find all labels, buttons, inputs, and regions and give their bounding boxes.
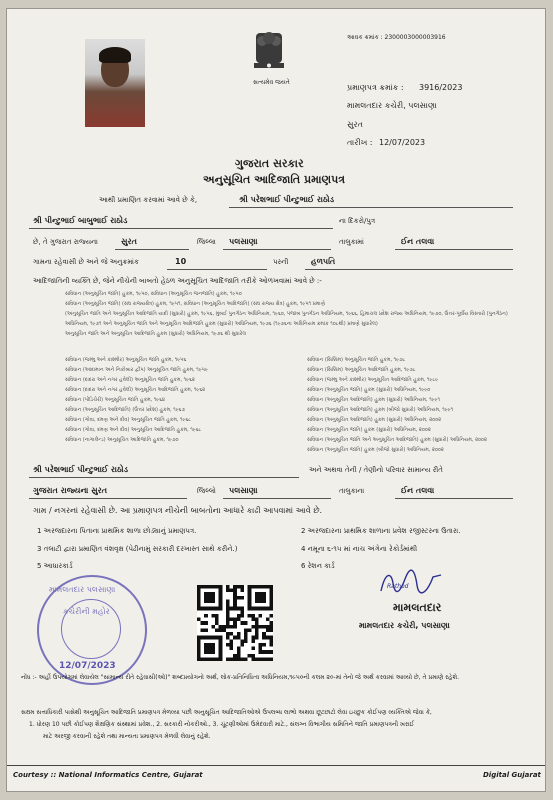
purpose-line: માટે અરજી કરવાની રહેશે તથા માન્યતા પ્રમાણપત્ર મેળવી લેવાનું રહેશે. [43,733,211,740]
purpose-line: 1. ધોરણ 10 પછી કોઈપણ શૈક્ષણિક સંસ્થામાં પ્રવેશ., 2. સરકારી નોકરીઓ., 3. ચૂંટણીઓમાં ઉમેદવારી માટે., સંલગ્ન વિભાગીય સમિતિને જાતિ પ્રમાણપત્રની ખરાઈ [29,721,415,728]
reference-top: સંવિધાન (અનુસૂચિત જાતિ) હુકમ, ૧૯૫૦, સંવિધાન (અનુસૂચિત જનજાતિ) હુકમ, ૧૯૫૦ [65,291,242,297]
reference-left: સંવિધાન (પોંડિચેરી) અનુસૂચિત જાતિ હુકમ, ૧૯૬૪ [65,397,166,403]
photo-hair [99,47,131,63]
reference-left: સંવિધાન (જમ્મુ અને કાશ્મીર) અનુસૂચિત જાતિ હુકમ, ૧૯૫૬ [65,357,187,363]
footer-brand: Digital Gujarat [483,771,541,779]
resident-taluka-label: તાલુકાના [339,487,365,495]
footer-courtesy: Courtesy :: National Informatics Centre, Gujarat [13,771,203,779]
signature-text: Rathod [387,583,409,590]
resident-district-label: જિલ્લો [197,487,216,495]
certificate-title: અનુસૂચિત આદિજાતિ પ્રમાણપત્ર [203,173,346,186]
reference-left: સંવિધાન (નાગાલેન્ડ) અનુસૂચિત આદિજાતિ હુકમ, ૧૯૭૦ [65,437,179,443]
reference-top: અનુસૂચિત જાતિ અને અનુસૂચિત આદિજાતિ હુકમ (સુધારો) અધિનિયમ, ૧૯૭૬ થી સુધારેલ [65,331,247,337]
stamp-inner-text: કચેરીની મહોર [63,607,110,616]
application-number: આવક ક્રમાંક : 2300003000003916 [347,34,446,41]
father-name: શ્રી પીન્ટુભાઈ બાબુભાઈ રાઠોડ [33,216,128,225]
reference-right: સંવિધાન (સિક્કિમ) અનુસૂચિત આદિજાતિ હુકમ, ૧૯૭૮ [307,367,416,373]
reference-right: સંવિધાન (અનુસૂચિત જાતિ) હુકમ (સુધારો) અધિનિયમ, ૨૦૦૨ [307,427,431,433]
document-item: 1 અરજદારના પિતાના પ્રાથમિક શાળા છોડ્યાનું પ્રમાણપત્ર. [37,527,197,535]
district-value: સુરત [121,237,137,246]
footer-divider [7,765,545,766]
signature-icon [377,565,447,599]
reference-right: સંવિધાન (અનુસૂચિત જાતિ) હુકમ (સુધારો) અધિનિયમ, ૧૯૯૦ [307,387,431,393]
document-item: 2 અરજદારના પ્રાથમિક શાળાના પ્રવેશ રજીસ્ટરના ઉતારા. [301,527,461,535]
recognition-text: આદિજાતિની વ્યક્તિ છે, જેને નીચેની બાબતો હેઠળ અનુસૂચિત આદિજાતિ તરીકે ઓળખવામાં આવે છે :- [33,277,322,285]
intro-text: આથી પ્રમાણિત કરવામાં આવે છે કે, [99,196,198,204]
tribe-name: હળપતિ [311,257,336,266]
serial-suffix: પરની [273,258,289,266]
family-text: અને અથવા તેની / તેણીનો પરિવાર સામાન્ય રીતે [309,466,443,474]
verification-qr-code [197,585,273,661]
reference-left: સંવિધાન (દાદરા અને નગર હવેલી) અનુસૂચિત આદિજાતિ હુકમ, ૧૯૬૨ [65,387,206,393]
national-emblem-icon [250,27,288,79]
signatory-office: મામલતદાર કચેરી, પલસાણા [359,621,450,630]
document-item: 4 નમૂના ૬-૧૫ માં નાચ અંગેના રેકોર્ડમાંથી [301,545,418,553]
reference-right: સંવિધાન (સિક્કિમ) અનુસૂચિત જાતિ હુકમ, ૧૯૭૮ [307,357,406,363]
cert-number-label: પ્રમાણપત્ર ક્રમાંક : [347,83,404,92]
resident-name: શ્રી પરેશભાઈ પીન્ટુભાઈ રાઠોડ [33,465,129,474]
stamp-outer-text: મામલતદાર પલસાણા [49,585,116,594]
person-name-line [229,207,513,208]
basis-text: ગામ / નગરનાં રહેવાસી છે. આ પ્રમાણપત્ર નીચેની બાબતોના આધારે કાઢી આપવામાં આવે છે. [33,506,323,515]
reference-right: સંવિધાન (અનુસૂચિત આદિજાતિ) હુકમ (સુધારો) અધિનિયમ, ૨૦૦૨ [307,417,442,423]
document-item: 5 આધારકાર્ડ [37,562,73,570]
reference-top: અધિનિયમ, ૧૯૭૧ અને અનુસૂચિત જાતિ અને અનુસૂચિત આદિજાતિ હુકમ (સુધારો) અધિનિયમ, ૧૯૭૬ (૧૯૭૬ના અધિનિયમ ક્રમાંક ૧૦૮થી) પ્રમાણે સુધારેલ) [65,321,378,327]
village-line-prefix: ગામના રહેવાસી છે અને જે અનુક્રમાંક [33,258,139,266]
state-prefix: છે, તે ગુજરાત રાજ્યના [33,238,98,246]
resident-village: ઈન તલવા [401,486,435,495]
issue-date: 12/07/2023 [379,138,426,147]
serial-number: 10 [175,257,187,266]
date-label: તારીખ : [347,138,373,147]
resident-name-line [29,477,299,478]
reference-right: સંવિધાન (અનુસૂચિત આદિજાતિ) હુકમ (બીજો સુધારો) અધિનિયમ, ૧૯૯૧ [307,407,454,413]
reference-top: સંવિધાન (અનુસૂચિત જાતિ) (સંઘ રાજ્યક્ષેત્ર) હુકમ, ૧૯૫૧, સંવિધાન (અનુસૂચિત આદિજાતિ) (સંઘ રાજ્ય ક્ષેત્ર) હુકમ, ૧૯૫૧ પ્રમાણે [65,301,326,307]
issuing-office: મામલતદાર કચેરી, પલસાણા [347,101,437,110]
cert-number: 3916/2023 [419,83,463,92]
reference-right: સંવિધાન (જમ્મુ અને કાશ્મીર) અનુસૂચિત આદિજાતિ હુકમ, ૧૯૮૯ [307,377,439,383]
reference-left: સંવિધાન (અનુસૂચિત આદિજાતિ) (ઉત્તર પ્રદેશ) હુકમ, ૧૯૬૭ [65,407,185,413]
signatory-title: મામલતદાર [393,601,442,614]
document-item: 3 તલાટી દ્વારા પ્રમાણિત વંશવૃક્ષ (પેઢીનામું સરકારી દરખાસ્ત સાથે કરીને.) [37,545,238,553]
issuing-district: સુરત [347,120,363,129]
reference-left: સંવિધાન (ગોવા, દમણ અને દીવ) અનુસૂચિત આદિજાતિ હુકમ, ૧૯૬૮ [65,427,202,433]
tribe-line [305,269,513,270]
reference-right: સંવિધાન (અનુસૂચિત આદિજાતિ) હુકમ (સુધારો) અધિનિયમ, ૧૯૯૧ [307,397,441,403]
father-name-line [29,228,333,229]
resident-village-line [395,498,513,499]
resident-taluka-line [223,498,331,499]
district-label: જિલ્લા [197,238,216,246]
reference-left: સંવિધાન (દાદરા અને નગર હવેલી) અનુસૂચિત જાતિ હુકમ, ૧૯૬૨ [65,377,195,383]
document-item: 6 રેશન કાર્ડ [301,562,335,570]
resident-state-line [29,498,187,499]
certificate-page [6,8,546,792]
reference-top: (અનુસૂચિત જાતિ અને અનુસૂચિત આદિજાતિ યાદી (સુધારો) હુકમ, ૧૯૫૬, મુંબઈ પુનર્ગઠન અધિનિયમ, ૧૯૬૦, પંજાબ પુનર્ગઠન અધિનિયમ, ૧૯૬૬, હિમાચલ પ્રદેશ રાજ્ય અધિનિયમ, ૧૯૭૦, ઉત્તર-પૂર્વીય વિસ્તારો (પુનર્ગઠન) [65,311,508,317]
taluka-line [223,249,331,250]
serial-line [167,269,267,270]
purpose-line: સક્ષમ સત્તાધિકારી પાસેથી અનુસૂચિત આદિજાતિ પ્રમાણપત્ર મેળવ્યા પછી અનુસૂચિત આદિજાતિઓએ ઉપલબ્ધ લાભો અથવા છૂટછાટો લેવા ઇચ્છુક કોઈપણ વ્યક્તિએ જેવા કે, [21,709,432,716]
emblem-caption: સત્યમેવ જયતે [253,79,290,86]
note-text: નોંધ :- અહીં ઉપયોગમાં લેવાયેલ "સામાન્ય રીતે રહેવાસી(ઓ)" શબ્દપ્રયોગનો અર્થ, લોક-પ્રતિનિધિત્વ અધિનિયમ,૧૯૫૦ની કલમ ૨૦-માં તેનો જે અર્થ કરવામાં આવ્યો છે, તે પ્રમાણે રહેશે. [21,674,459,681]
reference-right: સંવિધાન (અનુસૂચિત જાતિ) હુકમ (બીજો સુધારો) અધિનિયમ, ૨૦૦૨ [307,447,444,453]
reference-left: સંવિધાન (ગોવા, દમણ અને દીવ) અનુસૂચિત જાતિ હુકમ, ૧૯૬૮ [65,417,192,423]
reference-left: સંવિધાન (આંદામાન અને નિકોબાર દ્વીપ) અનુસૂચિત જાતિ હુકમ, ૧૯૫૯ [65,367,208,373]
taluka-label: તાલુકામાં [339,238,364,246]
village-line [395,249,513,250]
resident-state: ગુજરાત રાજ્યના સુરત [33,486,108,495]
son-of-text: ના દિકરો/પુત્ર [339,217,376,225]
applicant-photo [85,39,145,127]
village-value: ઈન તલવા [401,237,435,246]
stamp-date: 12/07/2023 [59,661,116,671]
government-title: ગુજરાત સરકાર [235,157,304,170]
reference-right: સંવિધાન (અનુસૂચિત જાતિ અને અનુસૂચિત આદિજાતિ) હુકમ (સુધારો) અધિનિયમ, ૨૦૦૨ [307,437,487,443]
person-name: શ્રી પરેશભાઈ પીન્ટુભાઈ રાઠોડ [239,195,335,204]
resident-taluka: પલસાણા [229,486,258,495]
district-line [115,249,189,250]
taluka-value: પલસાણા [229,237,258,246]
